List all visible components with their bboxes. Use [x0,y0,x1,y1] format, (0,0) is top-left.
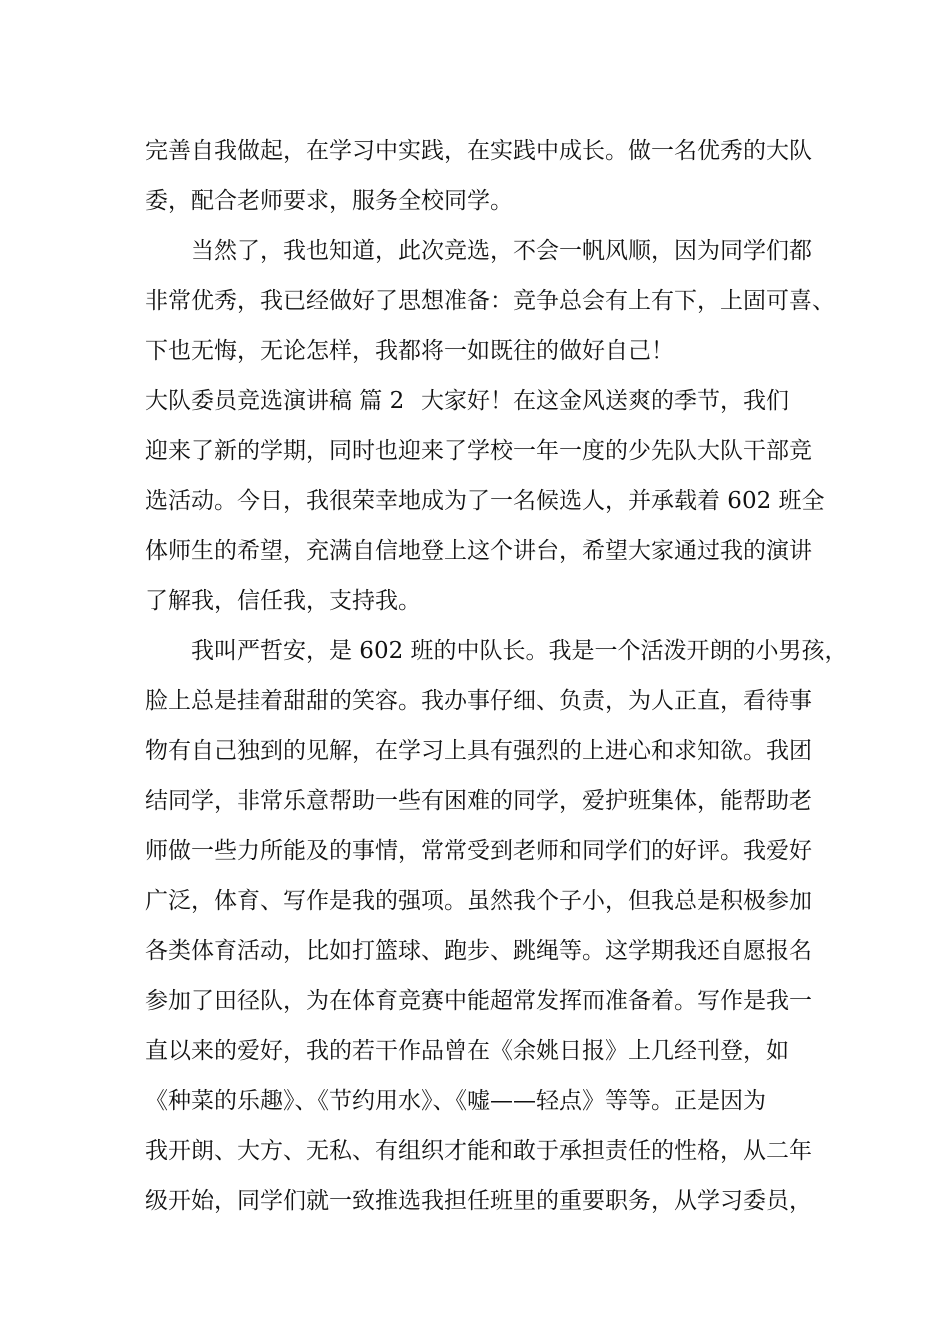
paragraph-4-line-12: 级开始，同学们就一致推选我担任班里的重要职务，从学习委员， [145,1188,812,1214]
paragraph-4-line-8: 参加了田径队，为在体育竞赛中能超常发挥而准备着。写作是我一 [145,988,812,1014]
document-body [145,126,848,1226]
paragraph-2-line-3: 下也无悔，无论怎样，我都将一如既往的做好自己！ [145,338,674,364]
paragraph-2-line-2: 非常优秀，我已经做好了思想准备：竞争总会有上有下，上固可喜、 [145,288,835,314]
paragraph-1-line-2: 委，配合老师要求，服务全校同学。 [145,188,513,214]
paragraph-3-line-3: 体师生的希望，充满自信地登上这个讲台，希望大家通过我的演讲 [145,538,812,564]
paragraph-3-line-1: 迎来了新的学期，同时也迎来了学校一年一度的少先队大队干部竞 [145,438,812,464]
paragraph-4-line-1: 我叫严哲安，是 602 班的中队长。我是一个活泼开朗的小男孩， [191,638,848,664]
paragraph-4-line-6: 广泛，体育、写作是我的强项。虽然我个子小，但我总是积极参加 [145,888,812,914]
paragraph-4-line-2: 脸上总是挂着甜甜的笑容。我办事仔细、负责，为人正直，看待事 [145,688,812,714]
paragraph-4-line-4: 结同学，非常乐意帮助一些有困难的同学，爱护班集体，能帮助老 [145,788,812,814]
section-heading-greeting: 大家好！在这金风送爽的季节，我们 [421,388,789,414]
paragraph-1-line-1: 完善自我做起，在学习中实践，在实践中成长。做一名优秀的大队 [145,138,812,164]
paragraph-4-line-7: 各类体育活动，比如打篮球、跑步、跳绳等。这学期我还自愿报名 [145,938,812,964]
section-heading-title: 大队委员竞选演讲稿 篇 2 [145,388,405,414]
paragraph-4-line-11: 我开朗、大方、无私、有组织才能和敢于承担责任的性格，从二年 [145,1138,812,1164]
paragraph-4-line-3: 物有自己独到的见解，在学习上具有强烈的上进心和求知欲。我团 [145,738,812,764]
paragraph-2-line-1: 当然了，我也知道，此次竞选，不会一帆风顺，因为同学们都 [191,238,812,264]
paragraph-4-line-9: 直以来的爱好，我的若干作品曾在《余姚日报》上几经刊登，如 [145,1038,789,1064]
paragraph-3-line-2: 选活动。今日，我很荣幸地成为了一名候选人，并承载着 602 班全 [145,488,825,514]
section-heading [145,376,825,426]
paragraph-4-line-5: 师做一些力所能及的事情，常常受到老师和同学们的好评。我爱好 [145,838,812,864]
paragraph-4-line-10: 《种菜的乐趣》、《节约用水》、《嘘——轻点》等等。正是因为 [145,1088,766,1114]
paragraph-3-line-4: 了解我，信任我，支持我。 [145,588,421,614]
